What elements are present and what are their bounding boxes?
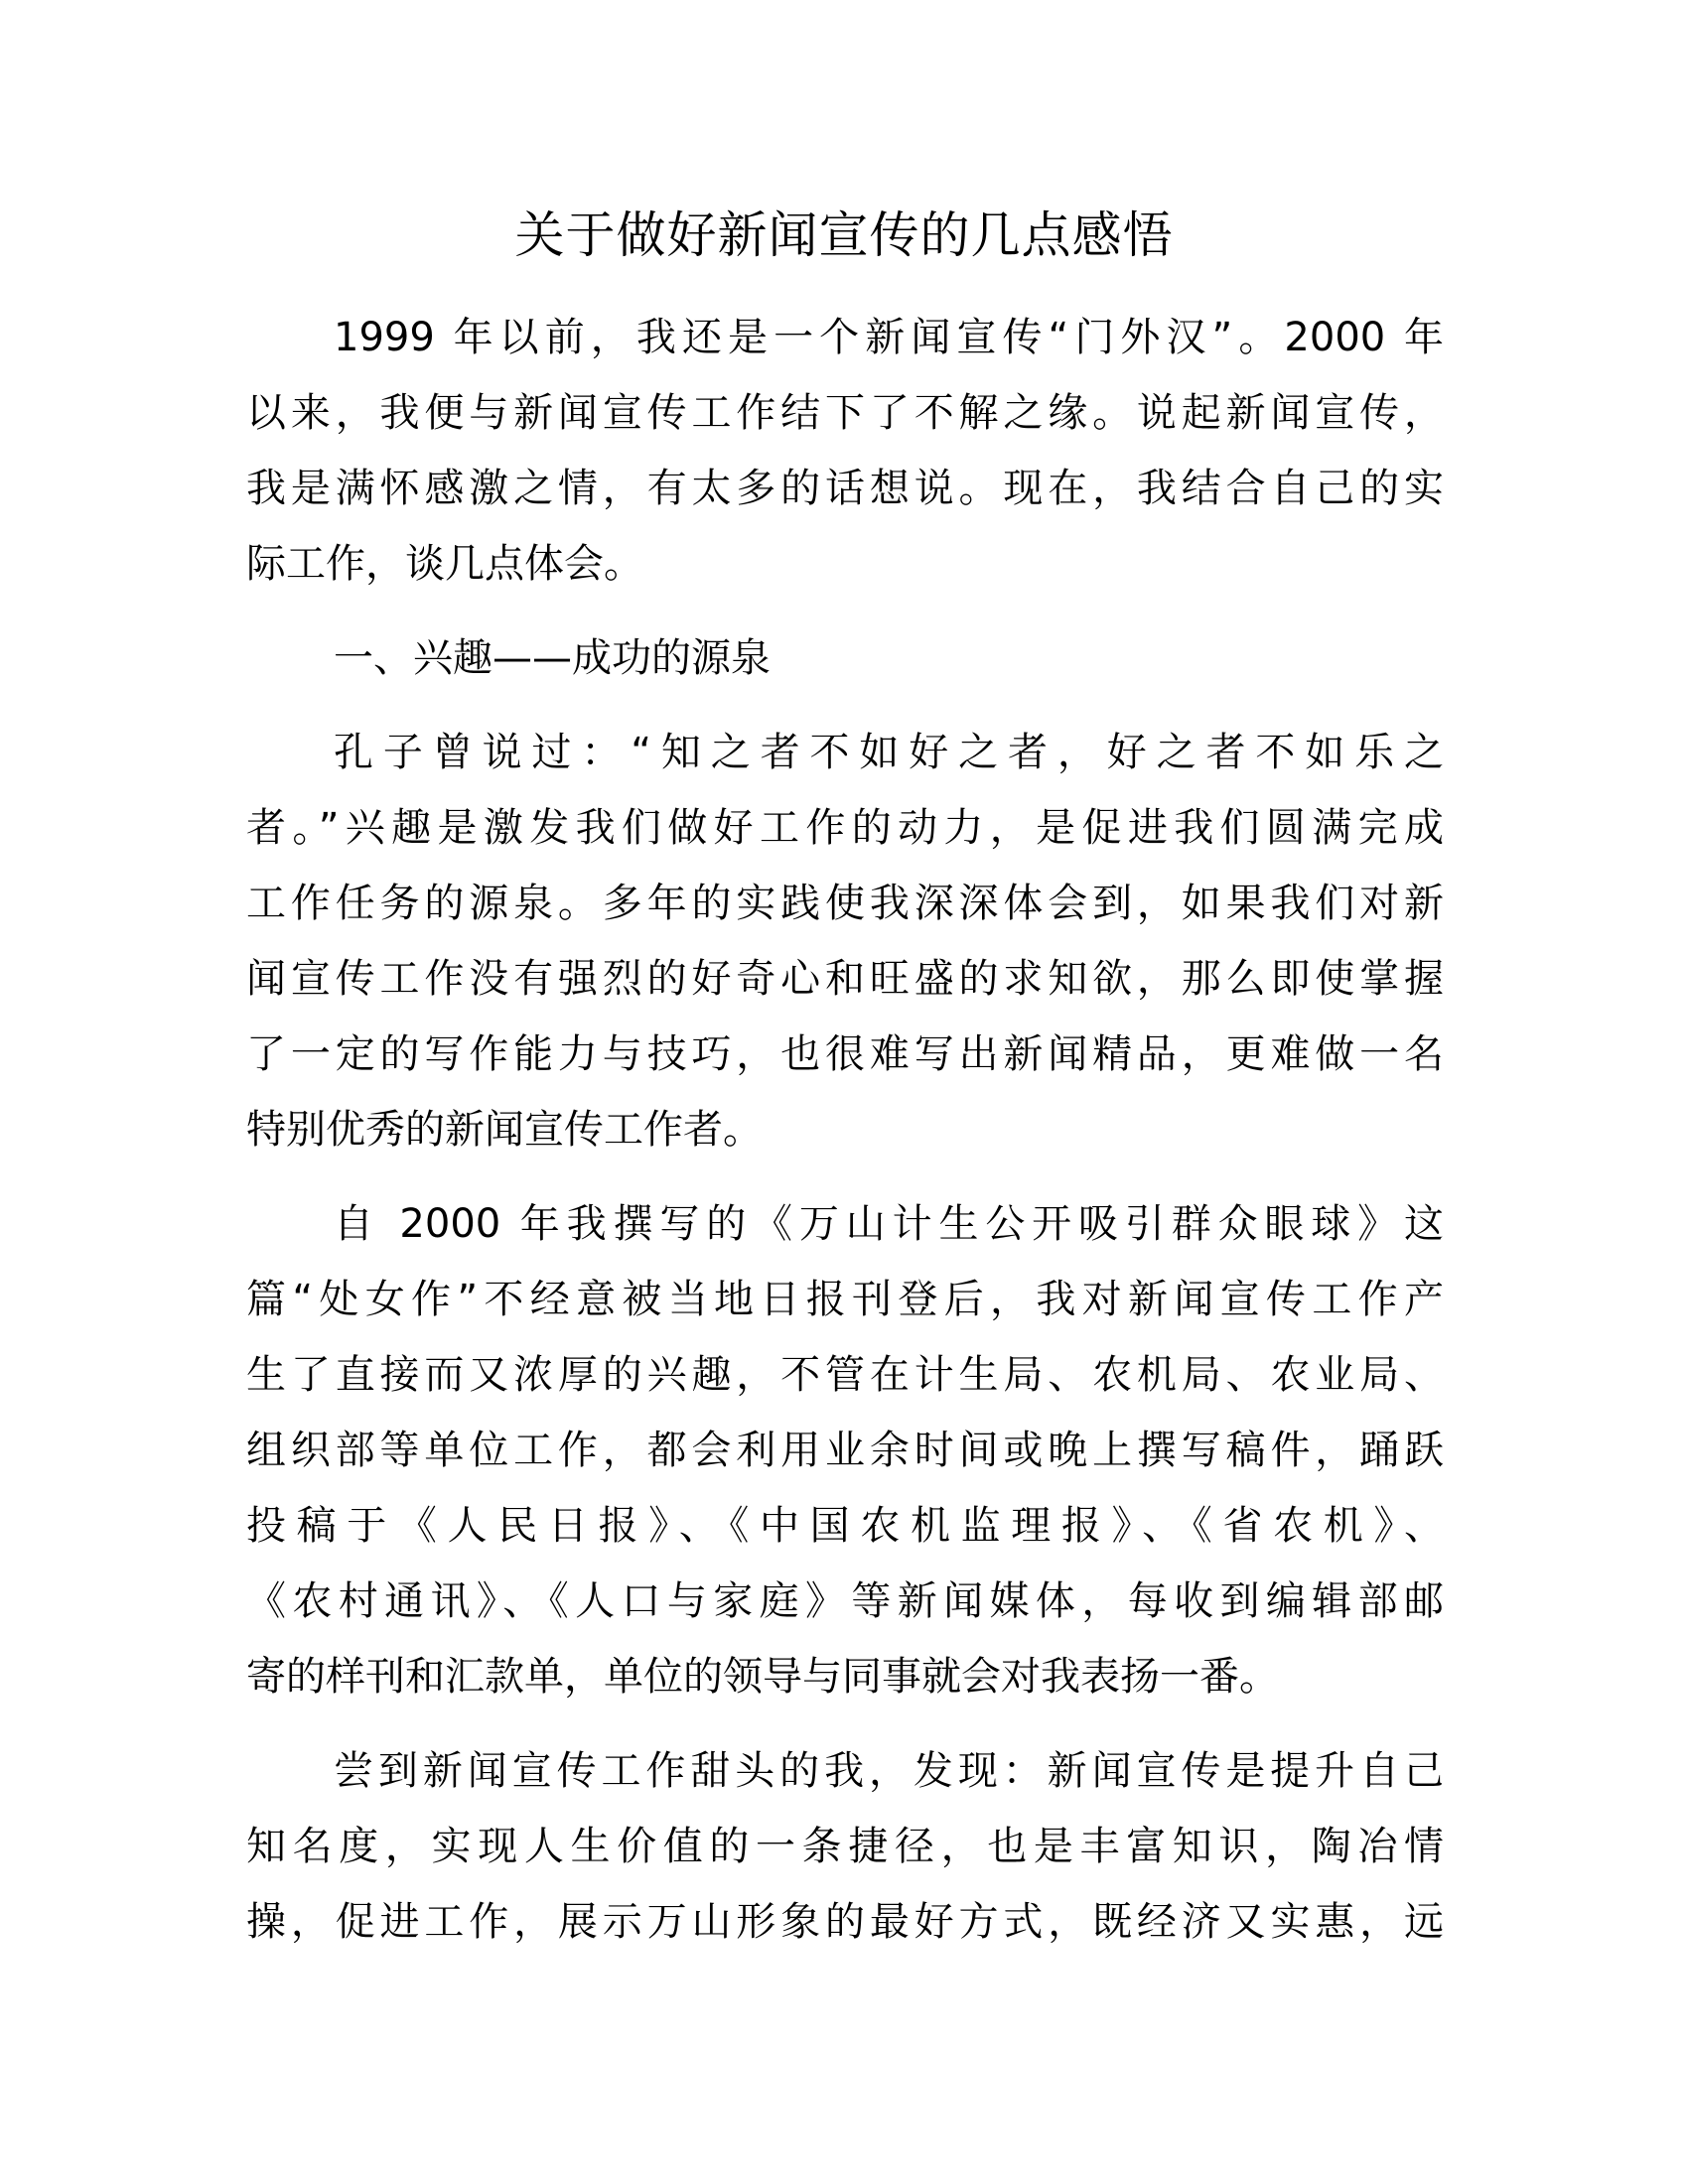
paragraph-line: 孔子曾说过：“知之者不如好之者，好之者不如乐之 <box>334 730 1444 775</box>
paragraph-line: 际工作，谈几点体会。 <box>246 541 643 587</box>
paragraph-line: 篇“处女作”不经意被当地日报刊登后，我对新闻宣传工作产 <box>246 1277 1444 1322</box>
paragraph-line: 生了直接而又浓厚的兴趣，不管在计生局、农机局、农业局、 <box>246 1352 1444 1398</box>
paragraph-line: 组织部等单位工作，都会利用业余时间或晚上撰写稿件，踊跃 <box>246 1428 1444 1473</box>
paragraph-line: 操，促进工作，展示万山形象的最好方式，既经济又实惠，远 <box>246 1899 1444 1945</box>
paragraph-line: 《农村通讯》、《人口与家庭》等新闻媒体，每收到编辑部邮 <box>246 1578 1444 1624</box>
section-heading-text: 一、兴趣——成功的源泉 <box>334 635 771 681</box>
paragraph-line: 以来，我便与新闻宣传工作结下了不解之缘。说起新闻宣传， <box>246 390 1444 436</box>
paragraph-line: 工作任务的源泉。多年的实践使我深深体会到，如果我们对新 <box>246 881 1444 926</box>
paragraph-line: 1999 年以前，我还是一个新闻宣传“门外汉”。2000 年 <box>334 315 1444 360</box>
paragraph-line: 知名度，实现人生价值的一条捷径，也是丰富知识，陶冶情 <box>246 1824 1444 1869</box>
paragraph-line: 尝到新闻宣传工作甜头的我，发现：新闻宣传是提升自己 <box>334 1748 1444 1794</box>
paragraph-line: 者。”兴趣是激发我们做好工作的动力，是促进我们圆满完成 <box>246 805 1444 851</box>
paragraph-line: 自 2000 年我撰写的《万山计生公开吸引群众眼球》这 <box>334 1201 1444 1247</box>
document-title: 关于做好新闻宣传的几点感悟 <box>514 206 1174 264</box>
paragraph-line: 了一定的写作能力与技巧，也很难写出新闻精品，更难做一名 <box>246 1031 1444 1077</box>
paragraph-line: 我是满怀感激之情，有太多的话想说。现在，我结合自己的实 <box>246 466 1444 511</box>
paragraph-line: 闻宣传工作没有强烈的好奇心和旺盛的求知欲，那么即使掌握 <box>246 956 1444 1002</box>
paragraph-line: 投稿于《人民日报》、《中国农机监理报》、《省农机》、 <box>246 1503 1444 1549</box>
paragraph-line: 寄的样刊和汇款单，单位的领导与同事就会对我表扬一番。 <box>246 1654 1279 1700</box>
paragraph-line: 特别优秀的新闻宣传工作者。 <box>246 1107 763 1153</box>
